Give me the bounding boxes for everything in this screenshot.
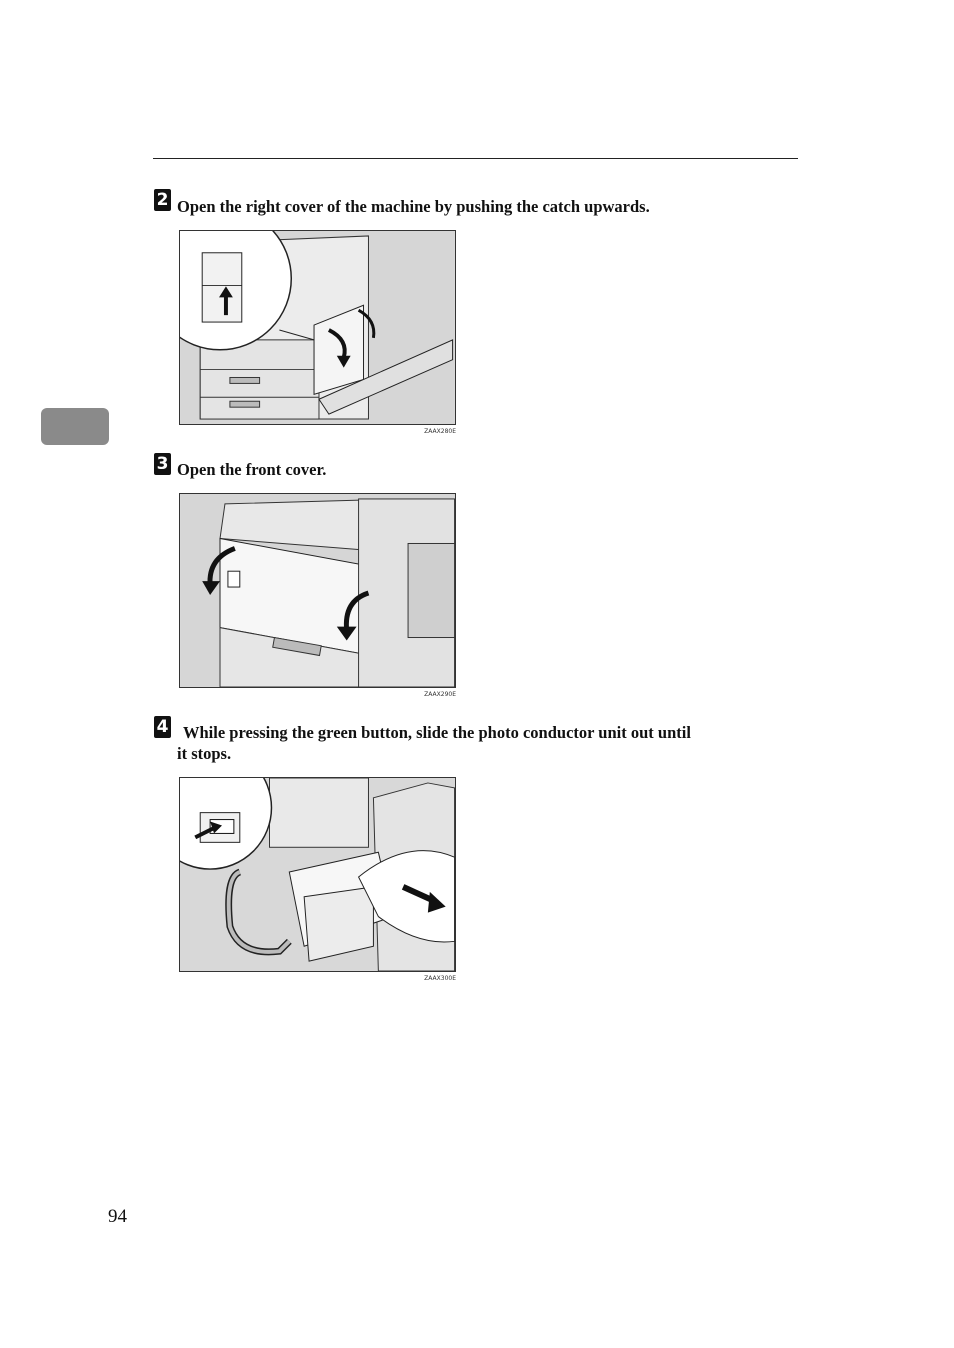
front-cover-illustration xyxy=(180,494,455,687)
step-4-number: 4 xyxy=(154,716,171,738)
figure-open-right-cover xyxy=(179,230,456,425)
step-4-text-line2: it stops. xyxy=(177,744,232,763)
figure-slide-photo-conductor xyxy=(179,777,456,972)
right-cover-illustration xyxy=(180,231,455,424)
step-2-number: 2 xyxy=(154,189,171,211)
chapter-tab xyxy=(41,408,109,445)
figure-open-front-cover xyxy=(179,493,456,688)
page-number: 94 xyxy=(108,1206,127,1227)
step-4-text-line1: While pressing the green button, slide the photo conductor unit out until xyxy=(183,723,691,742)
photo-conductor-illustration xyxy=(180,778,455,971)
step-2-text: Open the right cover of the machine by pushing the catch upwards. xyxy=(177,197,650,216)
figure-code-300: ZAAX300E xyxy=(424,975,456,982)
step-3-number: 3 xyxy=(154,453,171,475)
figure-code-290: ZAAX290E xyxy=(424,691,456,698)
step-3-text: Open the front cover. xyxy=(177,460,327,479)
figure-code-280: ZAAX280E xyxy=(424,428,456,435)
header-rule xyxy=(153,158,798,159)
